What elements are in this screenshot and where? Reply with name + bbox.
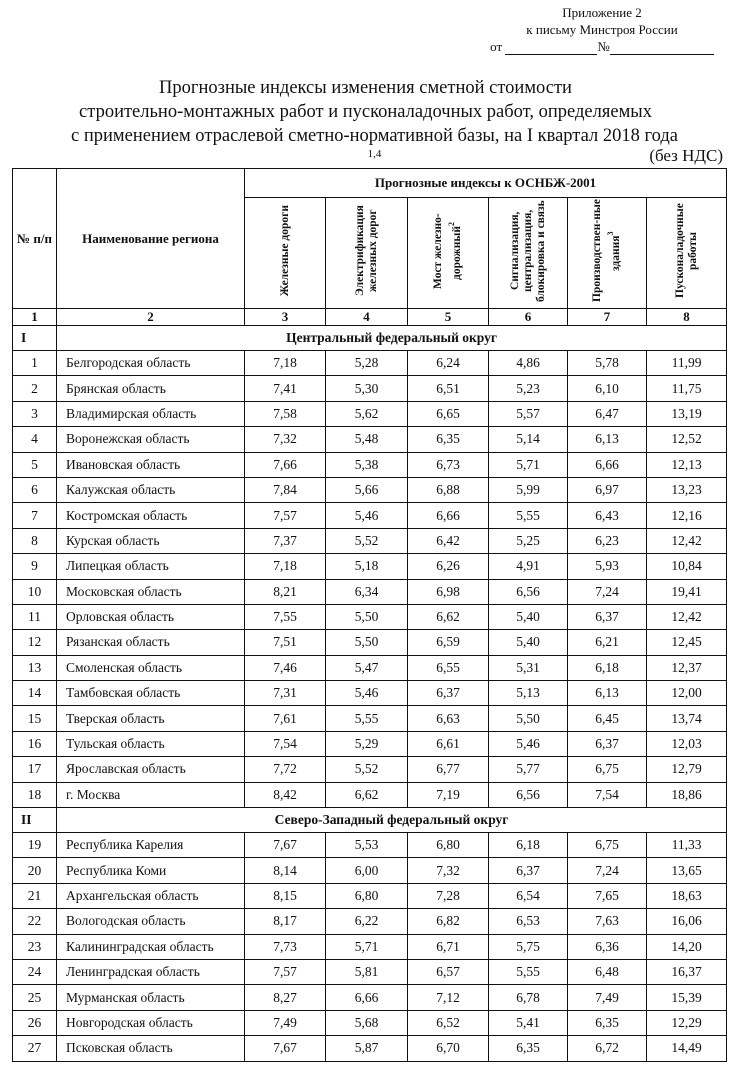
table-row <box>13 858 727 883</box>
table-row <box>13 833 727 858</box>
index-value: 5,87 <box>326 1036 408 1061</box>
index-value: 7,55 <box>245 604 326 629</box>
region-name: Костромская область <box>57 503 245 528</box>
table-row <box>13 731 727 756</box>
index-value: 6,42 <box>408 528 489 553</box>
index-value: 19,41 <box>647 579 727 604</box>
index-value: 5,29 <box>326 731 408 756</box>
index-value: 6,78 <box>489 985 568 1010</box>
index-value: 4,91 <box>489 554 568 579</box>
column-header-text: Железные дороги <box>278 205 291 297</box>
index-value: 6,77 <box>408 757 489 782</box>
region-name: Псковская область <box>57 1036 245 1061</box>
column-header-label <box>591 198 623 304</box>
index-value: 7,73 <box>245 934 326 959</box>
index-value: 5,40 <box>489 604 568 629</box>
row-number: 8 <box>13 528 57 553</box>
index-value: 5,48 <box>326 427 408 452</box>
index-value: 14,49 <box>647 1036 727 1061</box>
appendix-letter-ref: к письму Минстроя России <box>526 22 678 37</box>
number-label: № <box>597 39 610 54</box>
index-value: 8,27 <box>245 985 326 1010</box>
index-value: 5,18 <box>326 554 408 579</box>
row-number: 7 <box>13 503 57 528</box>
index-value: 6,57 <box>408 959 489 984</box>
column-header-label <box>509 198 548 304</box>
column-number: 8 <box>647 309 727 326</box>
row-number: 27 <box>13 1036 57 1061</box>
table-row <box>13 985 727 1010</box>
index-value: 6,00 <box>326 858 408 883</box>
index-value: 6,55 <box>408 655 489 680</box>
row-number: 16 <box>13 731 57 756</box>
index-value: 18,86 <box>647 782 727 807</box>
row-number: 17 <box>13 757 57 782</box>
date-blank <box>505 40 597 55</box>
index-value: 5,77 <box>489 757 568 782</box>
region-name: Новгородская область <box>57 1010 245 1035</box>
index-value: 5,23 <box>489 376 568 401</box>
index-value: 12,00 <box>647 681 727 706</box>
table-row <box>13 706 727 731</box>
table-row <box>13 1010 727 1035</box>
index-value: 5,71 <box>326 934 408 959</box>
index-value: 5,13 <box>489 681 568 706</box>
column-number: 1 <box>13 309 57 326</box>
row-number: 3 <box>13 401 57 426</box>
section-row <box>13 326 727 351</box>
index-value: 7,24 <box>568 579 647 604</box>
index-value: 5,55 <box>489 959 568 984</box>
index-value: 7,65 <box>568 883 647 908</box>
index-value: 8,42 <box>245 782 326 807</box>
index-value: 12,13 <box>647 452 727 477</box>
index-value: 12,79 <box>647 757 727 782</box>
index-value: 6,56 <box>489 579 568 604</box>
index-value: 16,06 <box>647 909 727 934</box>
index-value: 6,71 <box>408 934 489 959</box>
row-number: 14 <box>13 681 57 706</box>
table-row <box>13 681 727 706</box>
column-header-7 <box>568 198 647 309</box>
index-value: 5,47 <box>326 655 408 680</box>
index-value: 12,03 <box>647 731 727 756</box>
index-value: 7,18 <box>245 554 326 579</box>
index-value: 12,42 <box>647 604 727 629</box>
index-value: 7,57 <box>245 959 326 984</box>
table-row <box>13 630 727 655</box>
index-value: 6,56 <box>489 782 568 807</box>
index-value: 4,86 <box>489 351 568 376</box>
index-value: 6,21 <box>568 630 647 655</box>
index-value: 6,88 <box>408 477 489 502</box>
index-value: 12,52 <box>647 427 727 452</box>
appendix-label: Приложение 2 <box>562 5 642 20</box>
title-line-2: строительно-монтажных работ и пусконаладочных работ, определяемых <box>79 102 652 122</box>
row-number: 20 <box>13 858 57 883</box>
section-number: II <box>13 808 57 833</box>
column-number: 3 <box>245 309 326 326</box>
column-header-label <box>279 205 292 296</box>
region-name: Республика Коми <box>57 858 245 883</box>
table-row <box>13 655 727 680</box>
document-title <box>0 76 731 172</box>
row-number: 2 <box>13 376 57 401</box>
index-value: 6,66 <box>326 985 408 1010</box>
index-value: 6,35 <box>568 1010 647 1035</box>
index-value: 7,24 <box>568 858 647 883</box>
row-number: 21 <box>13 883 57 908</box>
table-row <box>13 959 727 984</box>
index-value: 5,52 <box>326 757 408 782</box>
index-value: 6,62 <box>326 782 408 807</box>
column-header-text: Пусконаладочные работы <box>673 203 699 299</box>
region-name: Орловская область <box>57 604 245 629</box>
region-name: Смоленская область <box>57 655 245 680</box>
index-value: 7,67 <box>245 1036 326 1061</box>
index-value: 18,63 <box>647 883 727 908</box>
index-value: 6,66 <box>568 452 647 477</box>
title-line-1: Прогнозные индексы изменения сметной стоимости <box>159 78 572 98</box>
row-number: 23 <box>13 934 57 959</box>
appendix-date-number-line <box>487 38 717 55</box>
index-value: 6,80 <box>408 833 489 858</box>
row-number: 10 <box>13 579 57 604</box>
index-value: 5,50 <box>326 604 408 629</box>
region-name: Ярославская область <box>57 757 245 782</box>
appendix-header <box>487 4 717 55</box>
index-value: 6,97 <box>568 477 647 502</box>
index-value: 7,54 <box>568 782 647 807</box>
region-name: Тульская область <box>57 731 245 756</box>
index-value: 6,13 <box>568 427 647 452</box>
index-value: 6,82 <box>408 909 489 934</box>
region-name: Ленинградская область <box>57 959 245 984</box>
index-value: 7,63 <box>568 909 647 934</box>
index-value: 6,98 <box>408 579 489 604</box>
index-value: 5,38 <box>326 452 408 477</box>
index-value: 6,59 <box>408 630 489 655</box>
column-header-text: Производствен-ные здания <box>591 199 622 303</box>
title-line-3 <box>0 124 731 172</box>
index-value: 5,30 <box>326 376 408 401</box>
index-value: 6,72 <box>568 1036 647 1061</box>
index-value: 8,15 <box>245 883 326 908</box>
column-header-text: Мост железно-дорожный <box>432 213 463 289</box>
region-name: Калининградская область <box>57 934 245 959</box>
index-value: 6,73 <box>408 452 489 477</box>
column-header-text: Электрификация железных дорог <box>353 205 379 297</box>
row-number: 22 <box>13 909 57 934</box>
index-value: 5,50 <box>489 706 568 731</box>
title-footnote-ref: 1,4 <box>367 148 382 160</box>
index-value: 6,45 <box>568 706 647 731</box>
index-value: 6,43 <box>568 503 647 528</box>
index-value: 7,41 <box>245 376 326 401</box>
vat-note: (без НДС) <box>649 146 723 165</box>
title-line-3-text: с применением отраслевой сметно-нормативной базы, на I квартал 2018 года <box>71 126 678 146</box>
index-value: 6,13 <box>568 681 647 706</box>
column-number: 2 <box>57 309 245 326</box>
index-value: 6,70 <box>408 1036 489 1061</box>
index-value: 6,22 <box>326 909 408 934</box>
column-header-label <box>674 198 700 304</box>
region-name: Белгородская область <box>57 351 245 376</box>
table-row <box>13 782 727 807</box>
index-value: 12,29 <box>647 1010 727 1035</box>
table-row <box>13 401 727 426</box>
row-number: 5 <box>13 452 57 477</box>
row-number: 9 <box>13 554 57 579</box>
index-value: 8,21 <box>245 579 326 604</box>
region-name: Рязанская область <box>57 630 245 655</box>
index-value: 15,39 <box>647 985 727 1010</box>
index-value: 6,23 <box>568 528 647 553</box>
region-name: Московская область <box>57 579 245 604</box>
row-number: 13 <box>13 655 57 680</box>
region-name: Калужская область <box>57 477 245 502</box>
column-number: 4 <box>326 309 408 326</box>
index-value: 7,84 <box>245 477 326 502</box>
table-row <box>13 427 727 452</box>
row-number: 18 <box>13 782 57 807</box>
region-name: Воронежская область <box>57 427 245 452</box>
column-header-6 <box>489 198 568 309</box>
index-value: 12,37 <box>647 655 727 680</box>
section-number: I <box>13 326 57 351</box>
index-value: 7,28 <box>408 883 489 908</box>
index-value: 5,50 <box>326 630 408 655</box>
index-value: 6,18 <box>568 655 647 680</box>
index-value: 6,37 <box>568 604 647 629</box>
index-value: 6,53 <box>489 909 568 934</box>
index-value: 5,41 <box>489 1010 568 1035</box>
index-value: 11,33 <box>647 833 727 858</box>
column-number: 7 <box>568 309 647 326</box>
index-value: 6,75 <box>568 833 647 858</box>
row-number: 1 <box>13 351 57 376</box>
index-value: 13,65 <box>647 858 727 883</box>
index-value: 7,18 <box>245 351 326 376</box>
index-value: 6,75 <box>568 757 647 782</box>
column-header-8 <box>647 198 727 309</box>
index-value: 6,66 <box>408 503 489 528</box>
region-name: Мурманская область <box>57 985 245 1010</box>
index-value: 5,68 <box>326 1010 408 1035</box>
table-row <box>13 934 727 959</box>
index-value: 14,20 <box>647 934 727 959</box>
header-num: № п/п <box>13 169 57 309</box>
index-value: 5,46 <box>489 731 568 756</box>
table-row <box>13 1036 727 1061</box>
index-value: 7,32 <box>408 858 489 883</box>
column-number: 6 <box>489 309 568 326</box>
table-row <box>13 528 727 553</box>
row-number: 11 <box>13 604 57 629</box>
index-value: 6,61 <box>408 731 489 756</box>
index-value: 5,31 <box>489 655 568 680</box>
column-header-footnote: 3 <box>606 231 616 236</box>
index-value: 6,18 <box>489 833 568 858</box>
index-value: 7,57 <box>245 503 326 528</box>
index-value: 5,93 <box>568 554 647 579</box>
index-value: 5,57 <box>489 401 568 426</box>
index-value: 6,54 <box>489 883 568 908</box>
column-header-4 <box>326 198 408 309</box>
index-value: 7,66 <box>245 452 326 477</box>
region-name: Брянская область <box>57 376 245 401</box>
index-value: 7,72 <box>245 757 326 782</box>
table-row <box>13 883 727 908</box>
index-value: 5,46 <box>326 503 408 528</box>
header-group: Прогнозные индексы к ОСНБЖ-2001 <box>245 169 727 198</box>
index-table <box>12 168 727 1062</box>
number-blank <box>610 40 714 55</box>
region-name: Республика Карелия <box>57 833 245 858</box>
index-value: 5,62 <box>326 401 408 426</box>
region-name: Тверская область <box>57 706 245 731</box>
index-value: 6,52 <box>408 1010 489 1035</box>
index-value: 6,37 <box>568 731 647 756</box>
index-value: 6,51 <box>408 376 489 401</box>
column-header-5 <box>408 198 489 309</box>
index-value: 6,62 <box>408 604 489 629</box>
index-value: 6,34 <box>326 579 408 604</box>
table-row <box>13 351 727 376</box>
section-row <box>13 808 727 833</box>
region-name: Владимирская область <box>57 401 245 426</box>
index-value: 6,48 <box>568 959 647 984</box>
region-name: Ивановская область <box>57 452 245 477</box>
table-row <box>13 452 727 477</box>
index-value: 11,75 <box>647 376 727 401</box>
index-value: 6,35 <box>489 1036 568 1061</box>
index-value: 5,40 <box>489 630 568 655</box>
index-value: 8,14 <box>245 858 326 883</box>
section-title: Центральный федеральный округ <box>57 326 727 351</box>
index-value: 5,25 <box>489 528 568 553</box>
index-value: 12,16 <box>647 503 727 528</box>
index-value: 6,37 <box>408 681 489 706</box>
column-header-3 <box>245 198 326 309</box>
index-value: 8,17 <box>245 909 326 934</box>
index-value: 5,75 <box>489 934 568 959</box>
column-number: 5 <box>408 309 489 326</box>
row-number: 26 <box>13 1010 57 1035</box>
index-value: 16,37 <box>647 959 727 984</box>
index-value: 5,28 <box>326 351 408 376</box>
section-title: Северо-Западный федеральный округ <box>57 808 727 833</box>
index-value: 5,55 <box>326 706 408 731</box>
index-value: 6,36 <box>568 934 647 959</box>
row-number: 15 <box>13 706 57 731</box>
table-row <box>13 376 727 401</box>
index-value: 6,35 <box>408 427 489 452</box>
index-value: 6,24 <box>408 351 489 376</box>
index-value: 7,51 <box>245 630 326 655</box>
index-value: 6,80 <box>326 883 408 908</box>
table-row <box>13 604 727 629</box>
column-header-label <box>432 198 464 304</box>
index-value: 12,45 <box>647 630 727 655</box>
index-value: 13,74 <box>647 706 727 731</box>
index-value: 12,42 <box>647 528 727 553</box>
table-row <box>13 579 727 604</box>
table-row <box>13 503 727 528</box>
index-value: 5,71 <box>489 452 568 477</box>
index-value: 7,37 <box>245 528 326 553</box>
table-row <box>13 554 727 579</box>
row-number: 19 <box>13 833 57 858</box>
index-value: 6,47 <box>568 401 647 426</box>
index-value: 6,26 <box>408 554 489 579</box>
row-number: 24 <box>13 959 57 984</box>
row-number: 4 <box>13 427 57 452</box>
index-value: 7,46 <box>245 655 326 680</box>
index-value: 6,37 <box>489 858 568 883</box>
index-value: 7,49 <box>568 985 647 1010</box>
column-header-footnote: 2 <box>447 222 457 226</box>
region-name: Липецкая область <box>57 554 245 579</box>
row-number: 12 <box>13 630 57 655</box>
index-value: 13,19 <box>647 401 727 426</box>
index-value: 5,46 <box>326 681 408 706</box>
row-number: 6 <box>13 477 57 502</box>
index-value: 5,66 <box>326 477 408 502</box>
index-value: 5,99 <box>489 477 568 502</box>
region-name: Вологодская область <box>57 909 245 934</box>
table-row <box>13 909 727 934</box>
index-value: 7,54 <box>245 731 326 756</box>
region-name: Архангельская область <box>57 883 245 908</box>
region-name: Курская область <box>57 528 245 553</box>
header-region: Наименование региона <box>57 169 245 309</box>
index-value: 7,19 <box>408 782 489 807</box>
index-value: 5,53 <box>326 833 408 858</box>
index-value: 6,63 <box>408 706 489 731</box>
index-value: 7,49 <box>245 1010 326 1035</box>
index-value: 10,84 <box>647 554 727 579</box>
table-row <box>13 757 727 782</box>
index-value: 5,81 <box>326 959 408 984</box>
index-value: 5,52 <box>326 528 408 553</box>
index-value: 13,23 <box>647 477 727 502</box>
index-value: 7,67 <box>245 833 326 858</box>
index-value: 5,55 <box>489 503 568 528</box>
region-name: Тамбовская область <box>57 681 245 706</box>
table-row <box>13 477 727 502</box>
row-number: 25 <box>13 985 57 1010</box>
index-value: 6,10 <box>568 376 647 401</box>
index-value: 7,12 <box>408 985 489 1010</box>
index-value: 5,78 <box>568 351 647 376</box>
index-value: 11,99 <box>647 351 727 376</box>
region-name: г. Москва <box>57 782 245 807</box>
from-label: от <box>490 39 503 54</box>
column-header-label <box>354 198 380 304</box>
index-value: 6,65 <box>408 401 489 426</box>
index-value: 7,61 <box>245 706 326 731</box>
column-header-text: Сигнализация, централизация, блокировка и связь <box>508 200 547 302</box>
index-value: 7,31 <box>245 681 326 706</box>
index-value: 7,32 <box>245 427 326 452</box>
index-value: 5,14 <box>489 427 568 452</box>
index-value: 7,58 <box>245 401 326 426</box>
